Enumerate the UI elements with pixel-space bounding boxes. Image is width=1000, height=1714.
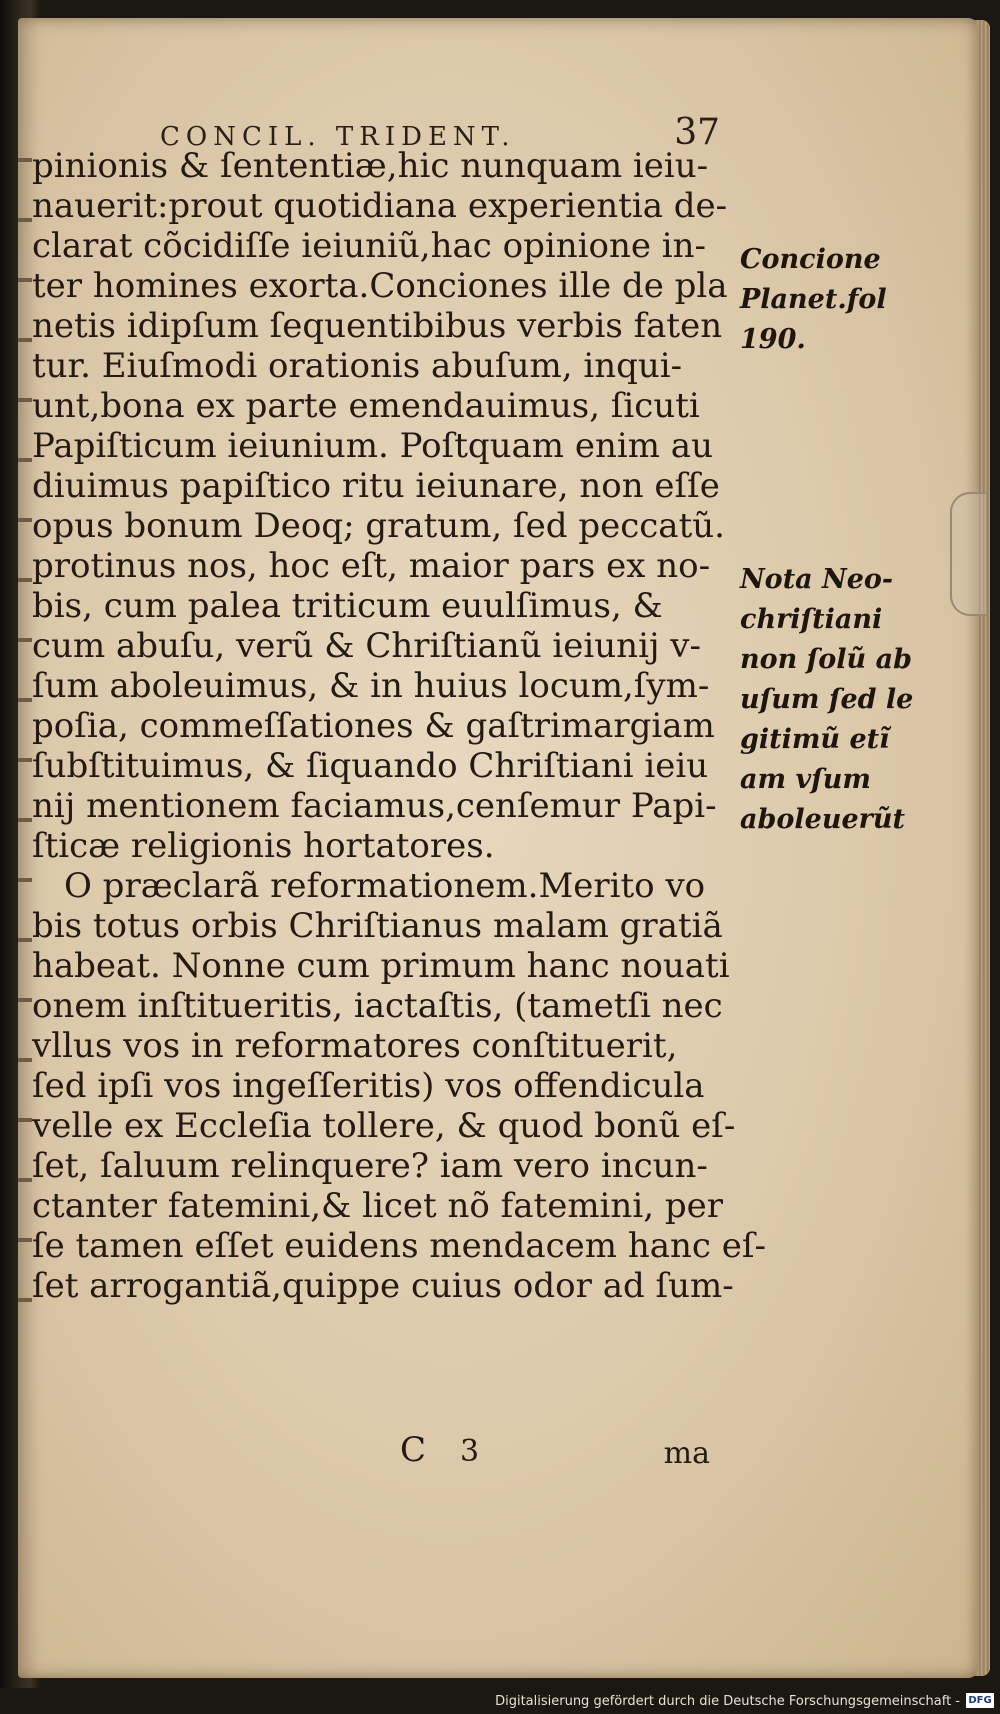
text-line: bis, cum palea triticum euulſimus, & xyxy=(32,586,663,626)
marginal-line: am vſum xyxy=(740,764,871,795)
text-line: nij mentionem faciamus,cenſemur Papi- xyxy=(32,786,717,826)
marginal-line: non ſolũ ab xyxy=(740,644,912,675)
text-line: pinionis & ſententiæ,hic nunquam ieiu- xyxy=(32,146,709,186)
text-line: tur. Eiuſmodi orationis abuſum, inqui- xyxy=(32,346,683,386)
marginal-note-neochristiani xyxy=(740,560,915,840)
marginal-line: uſum ſed le xyxy=(740,684,914,715)
marginal-line: Planet.fol xyxy=(740,284,887,315)
text-line: ſe tamen eſſet euidens mendacem hanc eſ- xyxy=(32,1226,766,1266)
text-line: unt,bona ex parte emendauimus, ſicuti xyxy=(32,386,700,426)
page-clip xyxy=(950,492,986,616)
dfg-logo-icon: DFG xyxy=(966,1693,994,1708)
text-line: ſubſtituimus, & ſiquando Chriſtiani ieiu xyxy=(32,746,709,786)
text-line: ſum aboleuimus, & in huius locum,ſym- xyxy=(32,666,710,706)
text-line: onem inſtitueritis, iactaſtis, (tametſi nec xyxy=(32,986,723,1026)
marginal-line: 190. xyxy=(740,324,806,355)
marginal-line: Concione xyxy=(740,244,881,275)
marginal-line: chriſtiani xyxy=(740,604,883,635)
text-line: nauerit:prout quotidiana experientia de- xyxy=(32,186,728,226)
marginalia xyxy=(740,240,915,840)
catchword: ma xyxy=(663,1436,710,1471)
text-line: O præclarã reformationem.Merito vo xyxy=(64,866,706,906)
marginal-note-concione xyxy=(740,240,915,360)
running-title: CONCIL. TRIDENT. xyxy=(160,122,516,152)
text-line: ctanter fatemini,& licet nõ fatemini, per xyxy=(32,1186,723,1226)
text-line: bis totus orbis Chriſtianus malam gratiã xyxy=(32,906,723,946)
marginal-line: gitimũ etĩ xyxy=(740,724,890,755)
text-line: Papiſticum ieiunium. Poſtquam enim au xyxy=(32,426,713,466)
text-line: ſed ipſi vos ingeſſeritis) vos offendicula xyxy=(32,1066,705,1106)
digitization-footer xyxy=(0,1688,1000,1714)
text-line: ſticæ religionis hortatores. xyxy=(32,826,495,866)
text-line: diuimus papiſtico ritu ieiunare, non eſſe xyxy=(32,466,720,506)
text-line: protinus nos, hoc eſt, maior pars ex no- xyxy=(32,546,711,586)
text-line: clarat cõcidiſſe ieiuniũ,hac opinione in- xyxy=(32,226,707,266)
signature-number: 3 xyxy=(460,1434,480,1469)
text-line: vllus vos in reformatores conſtituerit, xyxy=(32,1026,678,1066)
marginal-line: Nota Neo- xyxy=(740,564,894,595)
body-text xyxy=(32,146,766,1306)
text-line: habeat. Nonne cum primum hanc nouati xyxy=(32,946,730,986)
signature-mark: C xyxy=(400,1430,427,1470)
text-line: velle ex Eccleſia tollere, & quod bonũ eſ- xyxy=(32,1106,736,1146)
signature-line xyxy=(390,1430,730,1474)
funding-credit: Digitalisierung gefördert durch die Deutsche Forschungsgemeinschaft - xyxy=(495,1694,960,1709)
page-number: 37 xyxy=(674,112,720,153)
text-line: netis idipſum ſequentibibus verbis faten xyxy=(32,306,723,346)
text-line: ſet, ſaluum relinquere? iam vero incun- xyxy=(32,1146,708,1186)
text-line: opus bonum Deoq; gratum, ſed peccatũ. xyxy=(32,506,725,546)
text-line: ter homines exorta.Conciones ille de pla xyxy=(32,266,728,306)
text-line: poſia, commeſſationes & gaſtrimargiam xyxy=(32,706,715,746)
text-line: cum abuſu, verũ & Chriſtianũ ieiunij v- xyxy=(32,626,701,666)
text-line: ſet arrogantiã,quippe cuius odor ad ſum- xyxy=(32,1266,734,1306)
marginal-line: aboleuerũt xyxy=(740,804,905,835)
